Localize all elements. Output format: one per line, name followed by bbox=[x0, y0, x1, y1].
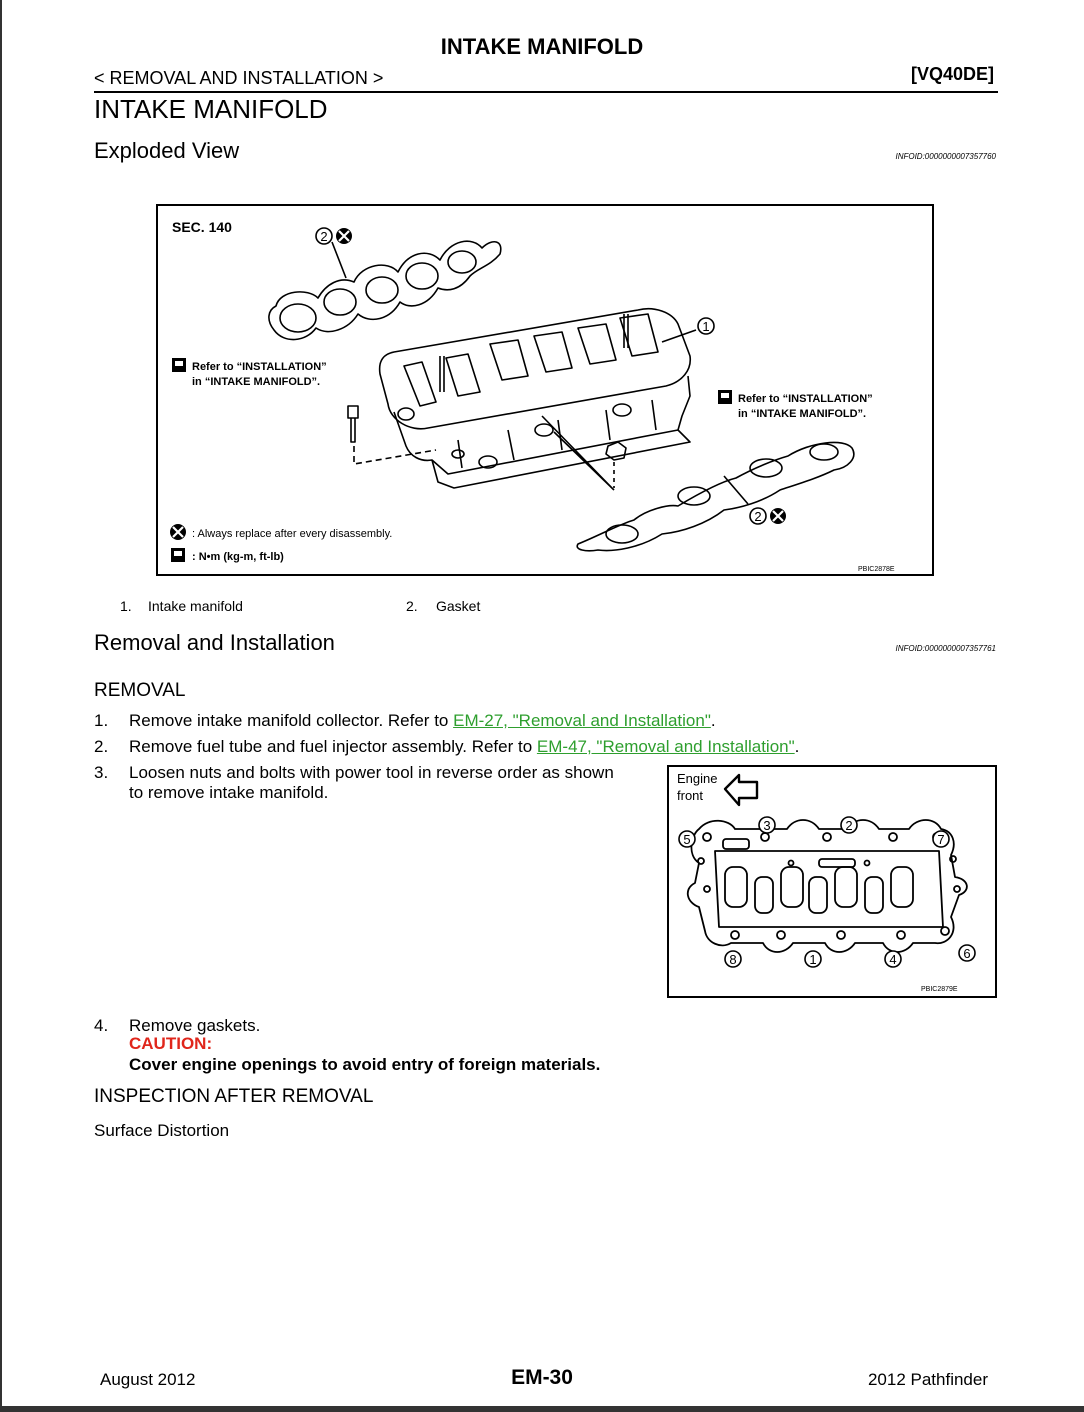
inspection-subtitle: Surface Distortion bbox=[94, 1121, 230, 1140]
removal-installation-heading: Removal and Installation bbox=[94, 630, 335, 655]
step-1-end: . bbox=[710, 711, 716, 730]
order-number-8 bbox=[725, 951, 741, 967]
exploded-view-infoid: INFOID:0000000007357760 bbox=[895, 152, 996, 161]
figure-code: PBIC2878E bbox=[858, 566, 895, 573]
part-name-1: Intake manifold bbox=[148, 598, 243, 614]
callout-2-top bbox=[316, 228, 352, 244]
tightening-order-figure bbox=[667, 765, 997, 998]
page-title: INTAKE MANIFOLD bbox=[94, 94, 328, 124]
order-figure-code: PBIC2879E bbox=[921, 986, 958, 993]
page-bottom-border bbox=[0, 1406, 1084, 1412]
order-number-6 bbox=[959, 945, 975, 961]
refer-right-line2: in “INTAKE MANIFOLD”. bbox=[738, 408, 867, 420]
part-number-2: 2. bbox=[406, 598, 418, 614]
removal-installation-infoid: INFOID:0000000007357761 bbox=[895, 644, 996, 653]
order-number-7 bbox=[933, 831, 949, 847]
tightening-order-diagram bbox=[669, 767, 995, 996]
legend-replace: : Always replace after every disassembly. bbox=[192, 528, 393, 540]
footer-date: August 2012 bbox=[100, 1370, 196, 1389]
removal-title: REMOVAL bbox=[94, 680, 186, 701]
caution-text: Cover engine openings to avoid entry of foreign materials. bbox=[129, 1055, 601, 1074]
manifold-flange bbox=[380, 309, 691, 429]
engine-code: [VQ40DE] bbox=[910, 64, 994, 84]
link-em-27[interactable]: EM-27, "Removal and Installation" bbox=[453, 711, 711, 730]
torque-icon-legend bbox=[171, 548, 185, 562]
callout-1 bbox=[698, 318, 714, 334]
svg-text:3: 3 bbox=[763, 818, 771, 833]
header-title: INTAKE MANIFOLD bbox=[440, 34, 644, 59]
order-number-3 bbox=[759, 817, 775, 833]
svg-text:7: 7 bbox=[937, 832, 945, 847]
step-4-number: 4. bbox=[94, 1016, 109, 1035]
torque-icon-left bbox=[172, 358, 186, 372]
step-3-line2: to remove intake manifold. bbox=[129, 783, 329, 802]
refer-left-line1: Refer to “INSTALLATION” bbox=[192, 361, 327, 373]
svg-text:5: 5 bbox=[683, 832, 691, 847]
step-3-line1: Loosen nuts and bolts with power tool in reverse order as shown bbox=[129, 763, 614, 782]
manifold-body bbox=[394, 376, 690, 474]
callout-1-label: 1 bbox=[702, 319, 710, 334]
torque-icon-right bbox=[718, 390, 732, 404]
engine-front-line1: Engine bbox=[677, 771, 718, 786]
footer-page-number: EM-30 bbox=[511, 1366, 573, 1389]
breadcrumb: < REMOVAL AND INSTALLATION > bbox=[94, 68, 384, 88]
order-number-4 bbox=[885, 951, 901, 967]
step-2-body: Remove fuel tube and fuel injector assembly. Refer to bbox=[129, 737, 537, 756]
exploded-view-figure bbox=[156, 204, 934, 576]
caution-label: CAUTION: bbox=[129, 1034, 213, 1053]
step-2-text bbox=[129, 736, 799, 757]
refer-left-line2: in “INTAKE MANIFOLD”. bbox=[192, 376, 321, 388]
engine-front-arrow-icon bbox=[725, 775, 757, 805]
footer-model: 2012 Pathfinder bbox=[867, 1370, 988, 1389]
link-em-47[interactable]: EM-47, "Removal and Installation" bbox=[536, 737, 795, 756]
svg-text:6: 6 bbox=[963, 946, 971, 961]
step-1-number: 1. bbox=[94, 711, 109, 730]
callout-2-bottom bbox=[750, 508, 786, 524]
refer-right-line1: Refer to “INSTALLATION” bbox=[738, 393, 873, 405]
svg-text:1: 1 bbox=[809, 952, 817, 967]
svg-text:2: 2 bbox=[845, 818, 853, 833]
bolt bbox=[348, 406, 358, 442]
order-number-1 bbox=[805, 951, 821, 967]
upper-gasket bbox=[269, 241, 501, 339]
part-name-2: Gasket bbox=[436, 598, 481, 614]
callout-2-bottom-label: 2 bbox=[754, 509, 762, 524]
step-2-number: 2. bbox=[94, 737, 109, 756]
engine-front-line2: front bbox=[677, 788, 704, 803]
exploded-view-heading: Exploded View bbox=[94, 138, 240, 163]
header-rule bbox=[94, 91, 998, 93]
inspection-title: INSPECTION AFTER REMOVAL bbox=[94, 1086, 374, 1107]
exploded-view-diagram bbox=[158, 206, 932, 574]
step-2-end: . bbox=[794, 737, 800, 756]
svg-text:4: 4 bbox=[889, 952, 897, 967]
step-3-number: 3. bbox=[94, 763, 109, 782]
part-number-1: 1. bbox=[120, 598, 132, 614]
order-number-2 bbox=[841, 817, 857, 833]
step-4-text: Remove gaskets. bbox=[129, 1016, 261, 1035]
step-1-body: Remove intake manifold collector. Refer to bbox=[129, 711, 454, 730]
callout-2-top-label: 2 bbox=[320, 229, 328, 244]
legend-torque: : N•m (kg-m, ft-lb) bbox=[192, 551, 284, 563]
svg-text:8: 8 bbox=[729, 952, 737, 967]
figure-section: SEC. 140 bbox=[172, 219, 232, 235]
step-1-text bbox=[129, 710, 716, 731]
order-number-5 bbox=[679, 831, 695, 847]
replace-icon bbox=[170, 524, 186, 540]
page-left-border bbox=[0, 0, 2, 1412]
